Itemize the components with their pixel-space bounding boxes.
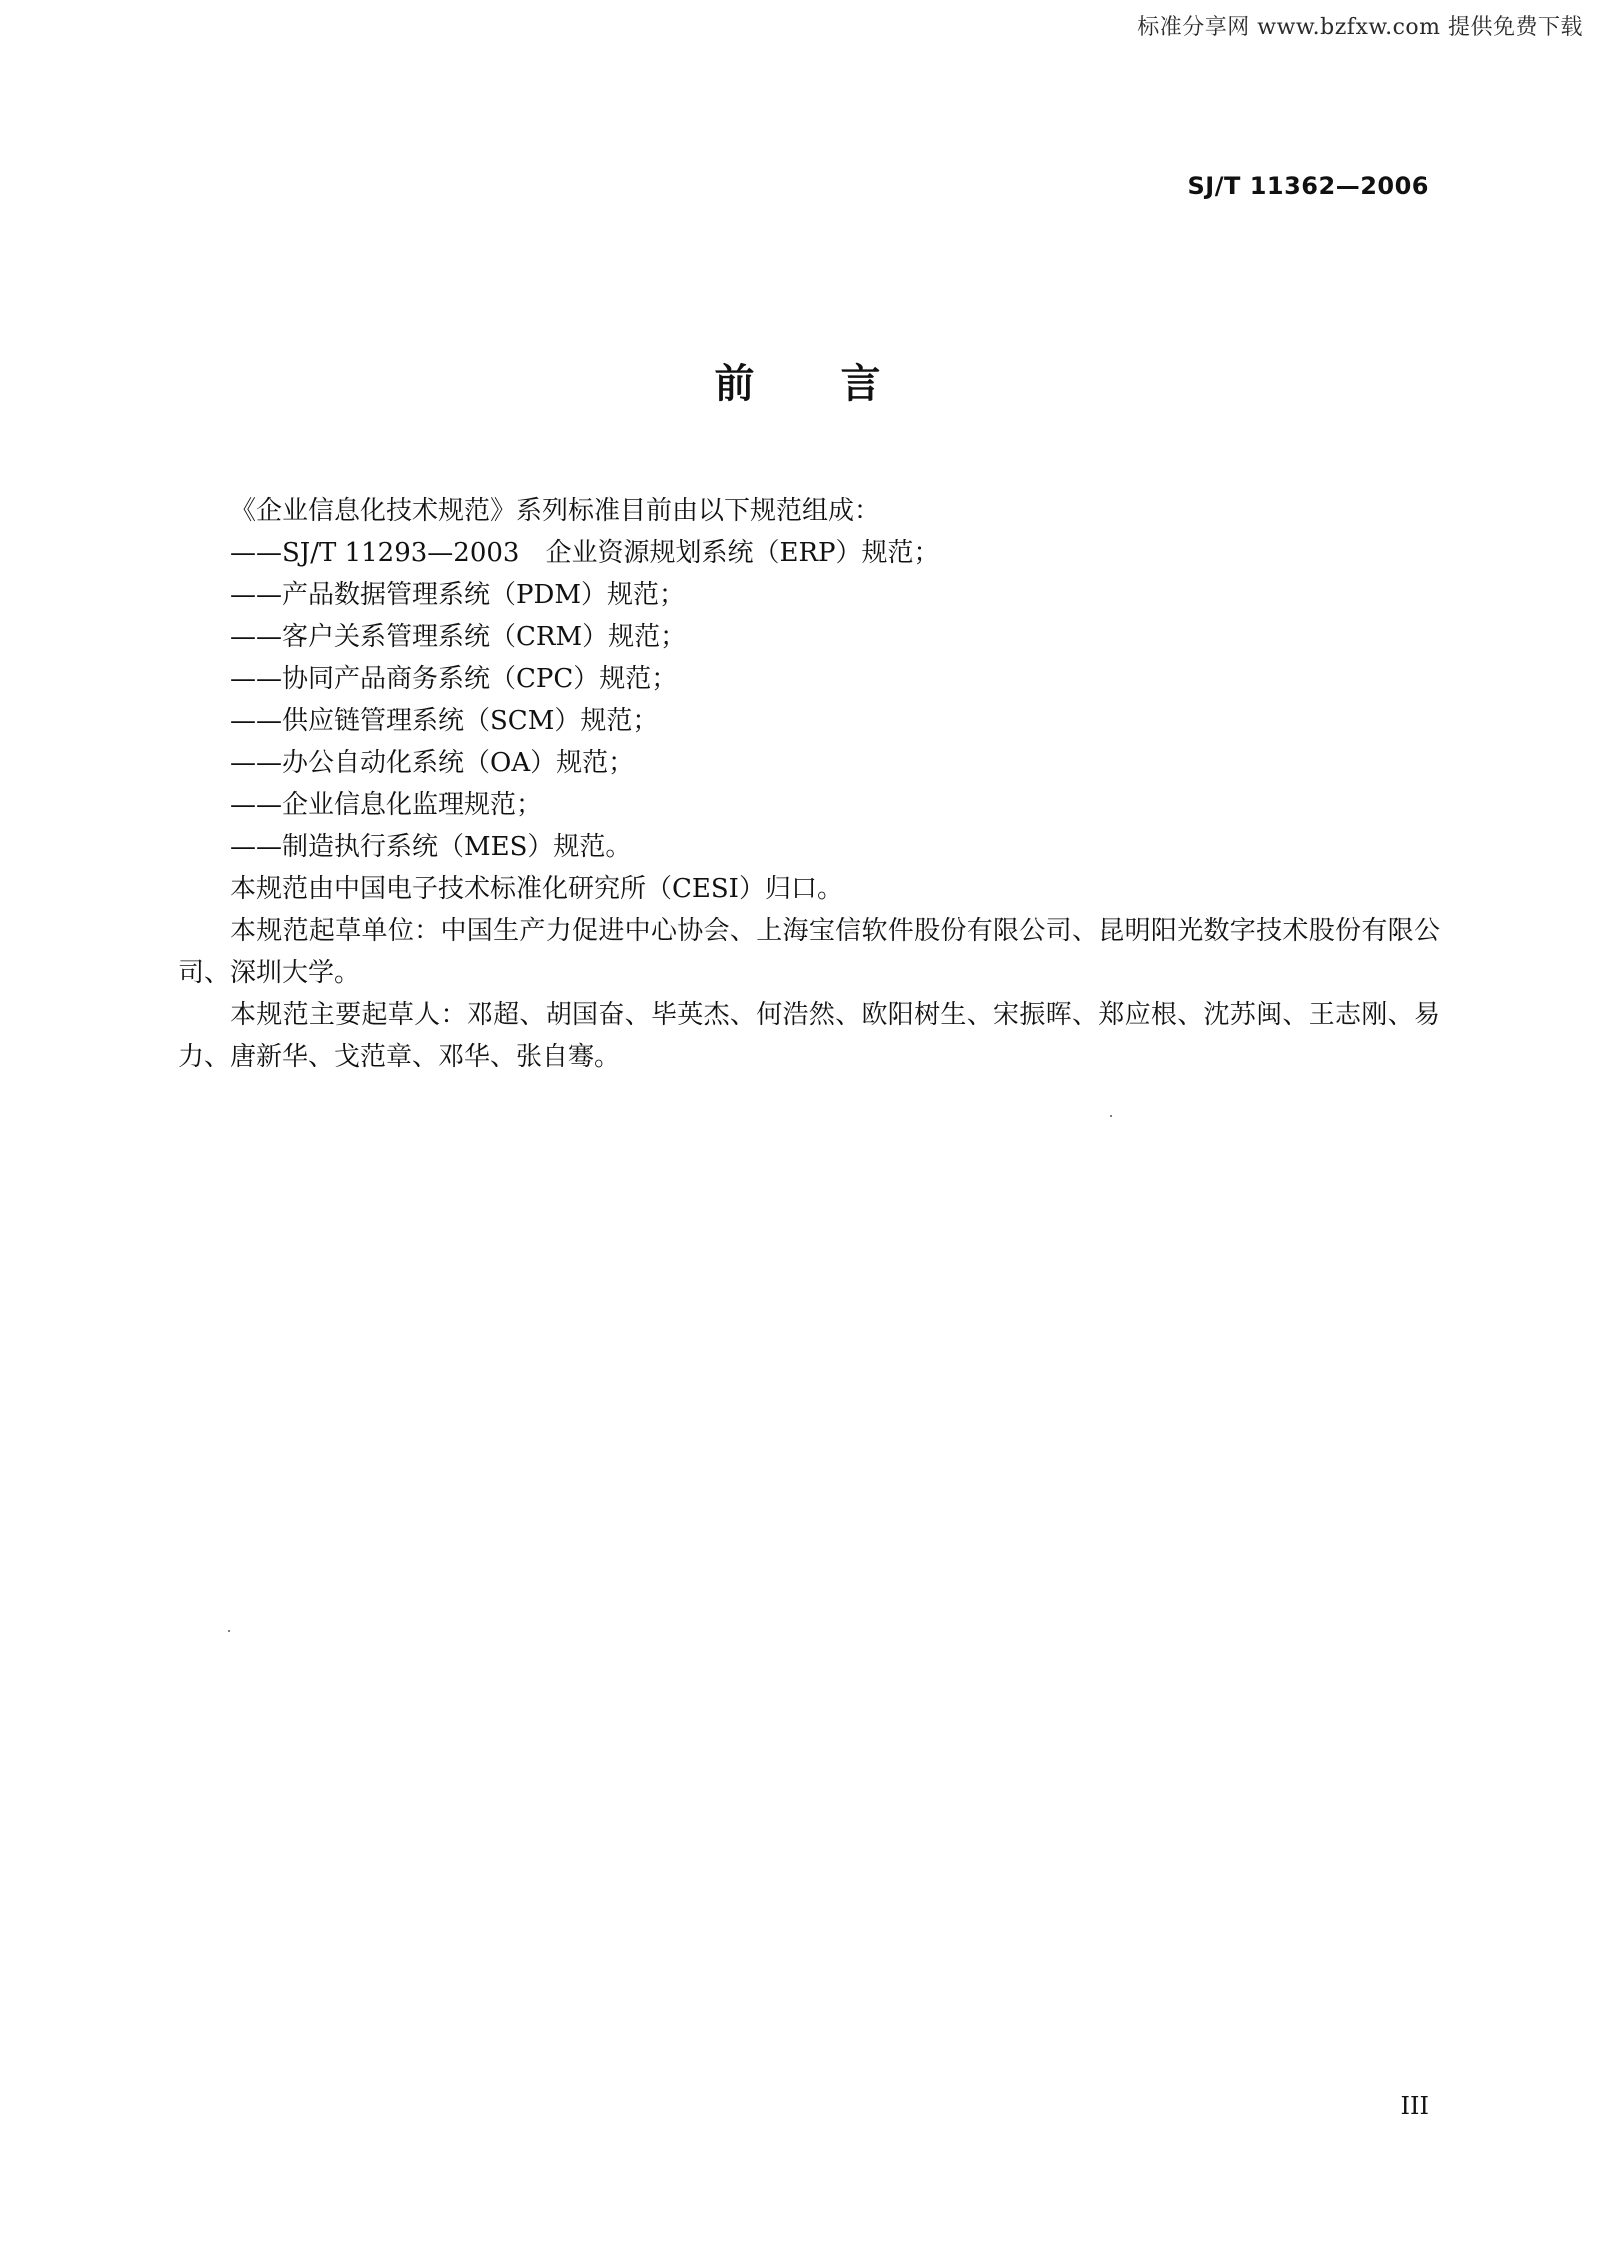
drafting-units-paragraph: 本规范起草单位：中国生产力促进中心协会、上海宝信软件股份有限公司、昆明阳光数字技术股份有限公司、深圳大学。 <box>178 916 1440 988</box>
list-item: ——供应链管理系统（SCM）规范； <box>230 706 659 736</box>
standard-number: SJ/T 11362—2006 <box>1187 172 1429 200</box>
foreword-body <box>178 490 1440 1078</box>
scan-speck <box>228 1630 230 1632</box>
list-item: ——企业信息化监理规范； <box>230 790 543 820</box>
page-title: 前 言 <box>714 361 883 407</box>
list-item: ——办公自动化系统（OA）规范； <box>230 748 635 778</box>
maintenance-paragraph: 本规范由中国电子技术标准化研究所（CESI）归口。 <box>230 874 843 904</box>
page-number: III <box>1400 2092 1429 2120</box>
watermark-text: 标准分享网 www.bzfxw.com 提供免费下载 <box>1137 15 1583 40</box>
list-item: ——产品数据管理系统（PDM）规范； <box>230 580 685 610</box>
list-item: ——制造执行系统（MES）规范。 <box>230 832 632 862</box>
scan-speck <box>1110 1115 1112 1117</box>
list-item: ——SJ/T 11293—2003 企业资源规划系统（ERP）规范； <box>230 538 940 568</box>
drafters-paragraph: 本规范主要起草人：邓超、胡国奋、毕英杰、何浩然、欧阳树生、宋振晖、郑应根、沈苏闽、王志刚、易力、唐新华、戈范章、邓华、张自骞。 <box>178 1000 1440 1072</box>
intro-paragraph: 《企业信息化技术规范》系列标准目前由以下规范组成： <box>230 496 881 526</box>
list-item: ——客户关系管理系统（CRM）规范； <box>230 622 687 652</box>
list-item: ——协同产品商务系统（CPC）规范； <box>230 664 678 694</box>
